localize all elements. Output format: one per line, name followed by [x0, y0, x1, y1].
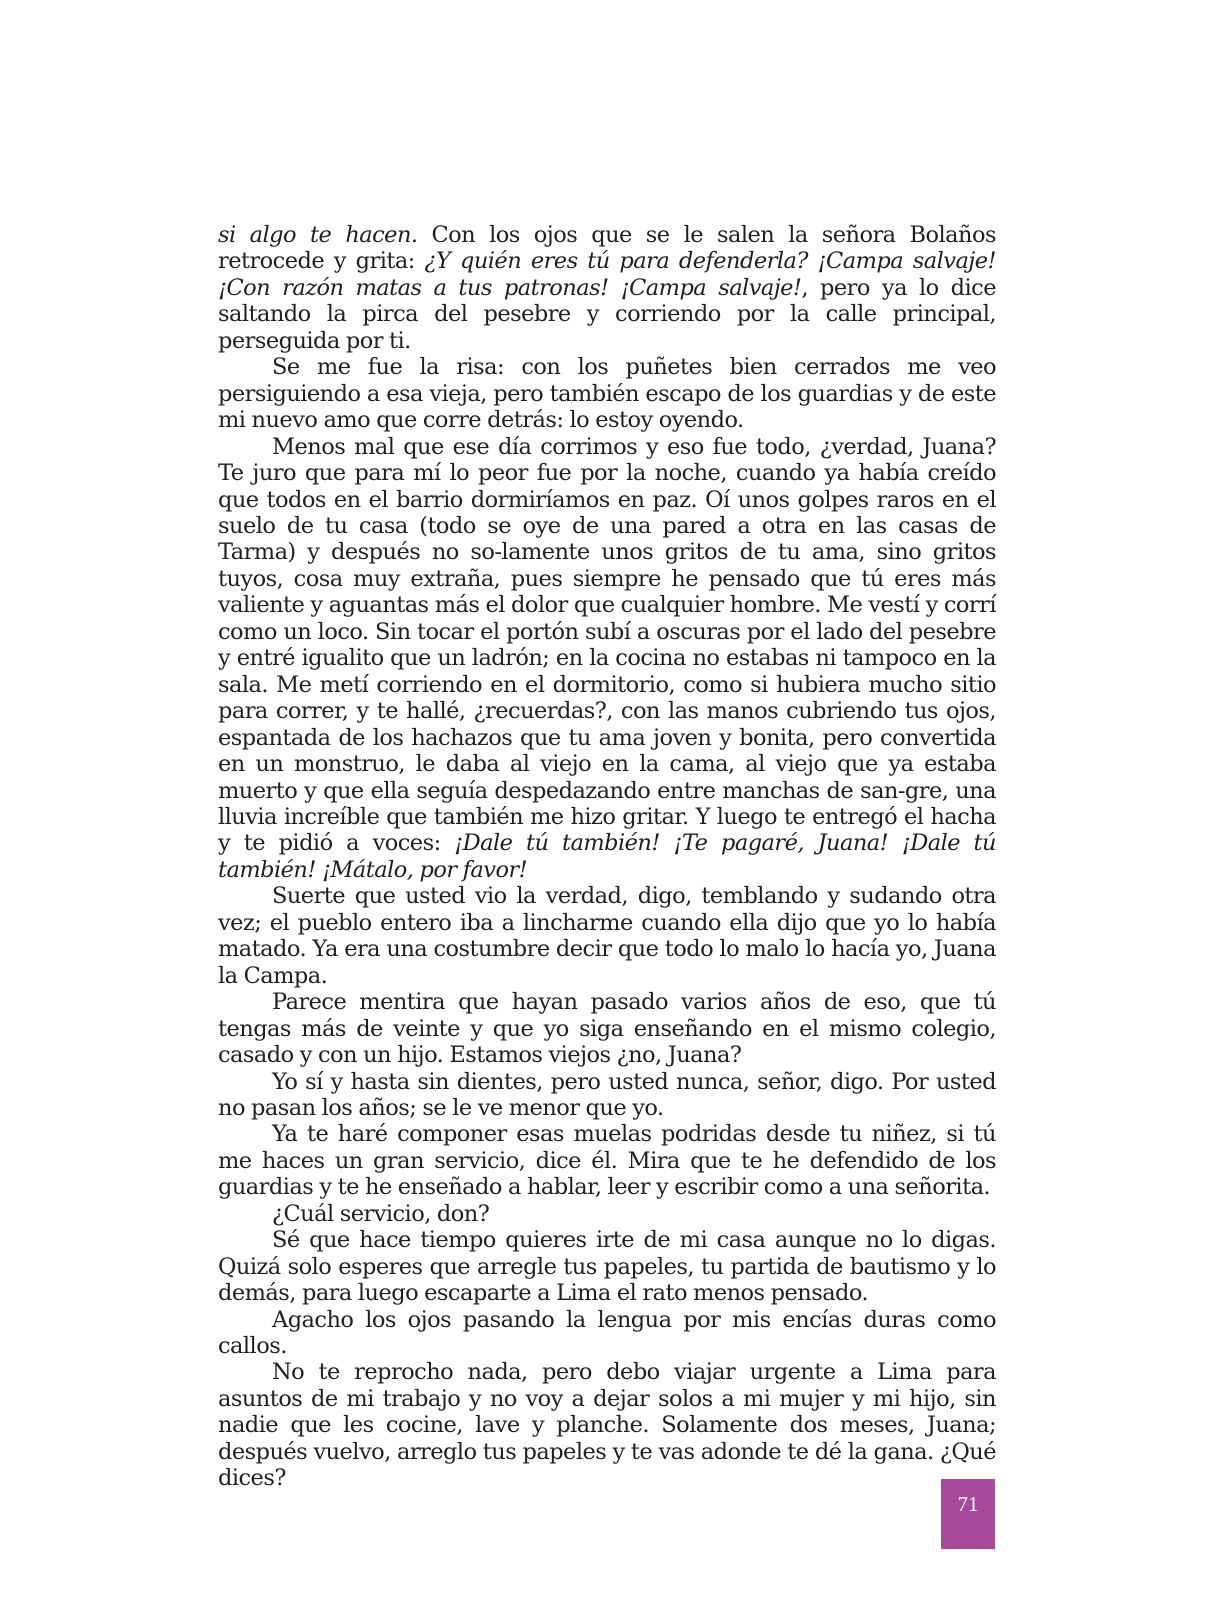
paragraph	[218, 222, 996, 354]
text-run: Yo sí y hasta sin dientes, pero usted nunca, señor, digo. Por usted no pasan los años; se le ve menor que yo.	[218, 1068, 996, 1121]
text-run: Agacho los ojos pasando la lengua por mis encías duras como callos.	[218, 1306, 996, 1360]
text-run: Suerte que usted vio la verdad, digo, temblando y sudando otra vez; el pueblo entero iba a lincharme cuando ella dijo que yo lo había matado. Ya era una costumbre decir que todo lo malo lo hacía yo, Juana la Campa.	[218, 883, 996, 989]
text-run: Parece mentira que hayan pasado varios años de eso, que tú tengas más de veinte y que yo siga enseñando en el mismo colegio, casado y con un hijo. Estamos viejos ¿no, Juana?	[218, 989, 996, 1069]
italic-run: ¡Dale tú también! ¡Te pagaré, Juana! ¡Dale tú también! ¡Mátalo, por favor!	[218, 830, 996, 883]
text-run: Se me fue la risa: con los puñetes bien cerrados me veo persiguiendo a esa vieja, pero también escapo de los guardias y de este mi nuevo amo que corre detrás: lo estoy oyendo.	[218, 354, 996, 434]
paragraph	[218, 1201, 996, 1227]
paragraph	[218, 354, 996, 433]
italic-run: si algo te hacen.	[218, 222, 418, 248]
paragraph	[218, 1359, 996, 1491]
paragraph	[218, 883, 996, 989]
text-run: Con los ojos que se le salen la señora Bolaños retrocede y grita:	[218, 222, 996, 275]
text-run: ¿Cuál servicio, don?	[272, 1200, 490, 1227]
text-run: Ya te haré componer esas muelas podridas desde tu niñez, si tú me haces un gran servicio, dice él. Mira que te he defendido de los guardias y te he enseñado a hablar, leer y escribir como a una señorita.	[218, 1121, 996, 1201]
paragraph	[218, 1227, 996, 1306]
paragraph	[218, 1307, 996, 1360]
paragraph	[218, 1069, 996, 1122]
text-run: , pero ya lo dice saltando la pirca del pesebre y corriendo por la calle principal, perseguida por ti.	[218, 274, 996, 354]
page-number: 71	[957, 1492, 979, 1516]
text-run: Menos mal que ese día corrimos y eso fue todo, ¿verdad, Juana? Te juro que para mí lo peor fue por la noche, cuando ya había creído que todos en el barrio dormiríamos en paz. Oí unos golpes raros en el suelo de tu casa (todo se oye de una pared a otra en las casas de Tarma) y después no so-lamente unos gritos de tu ama, sino gritos tuyos, cosa muy extraña, pues siempre he pensado que tú eres más valiente y aguantas más el dolor que cualquier hombre. Me vestí y corrí como un loco. Sin tocar el portón subí a oscuras por el lado del pesebre y entré igualito que un ladrón; en la cocina no estabas ni tampoco en la sala. Me metí corriendo en el dormitorio, como si hubiera mucho sitio para correr, y te hallé, ¿recuerdas?, con las manos cubriendo tus ojos, espantada de los hachazos que tu ama joven y bonita, pero convertida en un monstruo, le daba al viejo en la cama, al viejo que ya estaba muerto y que ella seguía despedazando entre manchas de san-gre, una lluvia increíble que también me hizo gritar. Y luego te entregó el hacha y te pidió a voces:	[218, 433, 996, 857]
paragraph	[218, 989, 996, 1068]
paragraph	[218, 434, 996, 884]
italic-run: ¿Y quién eres tú para defenderla? ¡Campa salvaje! ¡Con razón matas a tus patronas! ¡Campa salvaje!	[218, 248, 996, 301]
text-run: No te reprocho nada, pero debo viajar urgente a Lima para asuntos de mi trabajo y no voy a dejar solos a mi mujer y mi hijo, sin nadie que les cocine, lave y planche. Solamente dos meses, Juana; después vuelvo, arreglo tus papeles y te vas adonde te dé la gana. ¿Qué dices?	[218, 1359, 996, 1492]
page-number-badge	[941, 1479, 995, 1549]
text-run: Sé que hace tiempo quieres irte de mi casa aunque no lo digas. Quizá solo esperes que arregle tus papeles, tu partida de bautismo y lo demás, para luego escaparte a Lima el rato menos pensado.	[218, 1227, 996, 1307]
paragraph	[218, 1121, 996, 1200]
body-text	[218, 222, 996, 1492]
